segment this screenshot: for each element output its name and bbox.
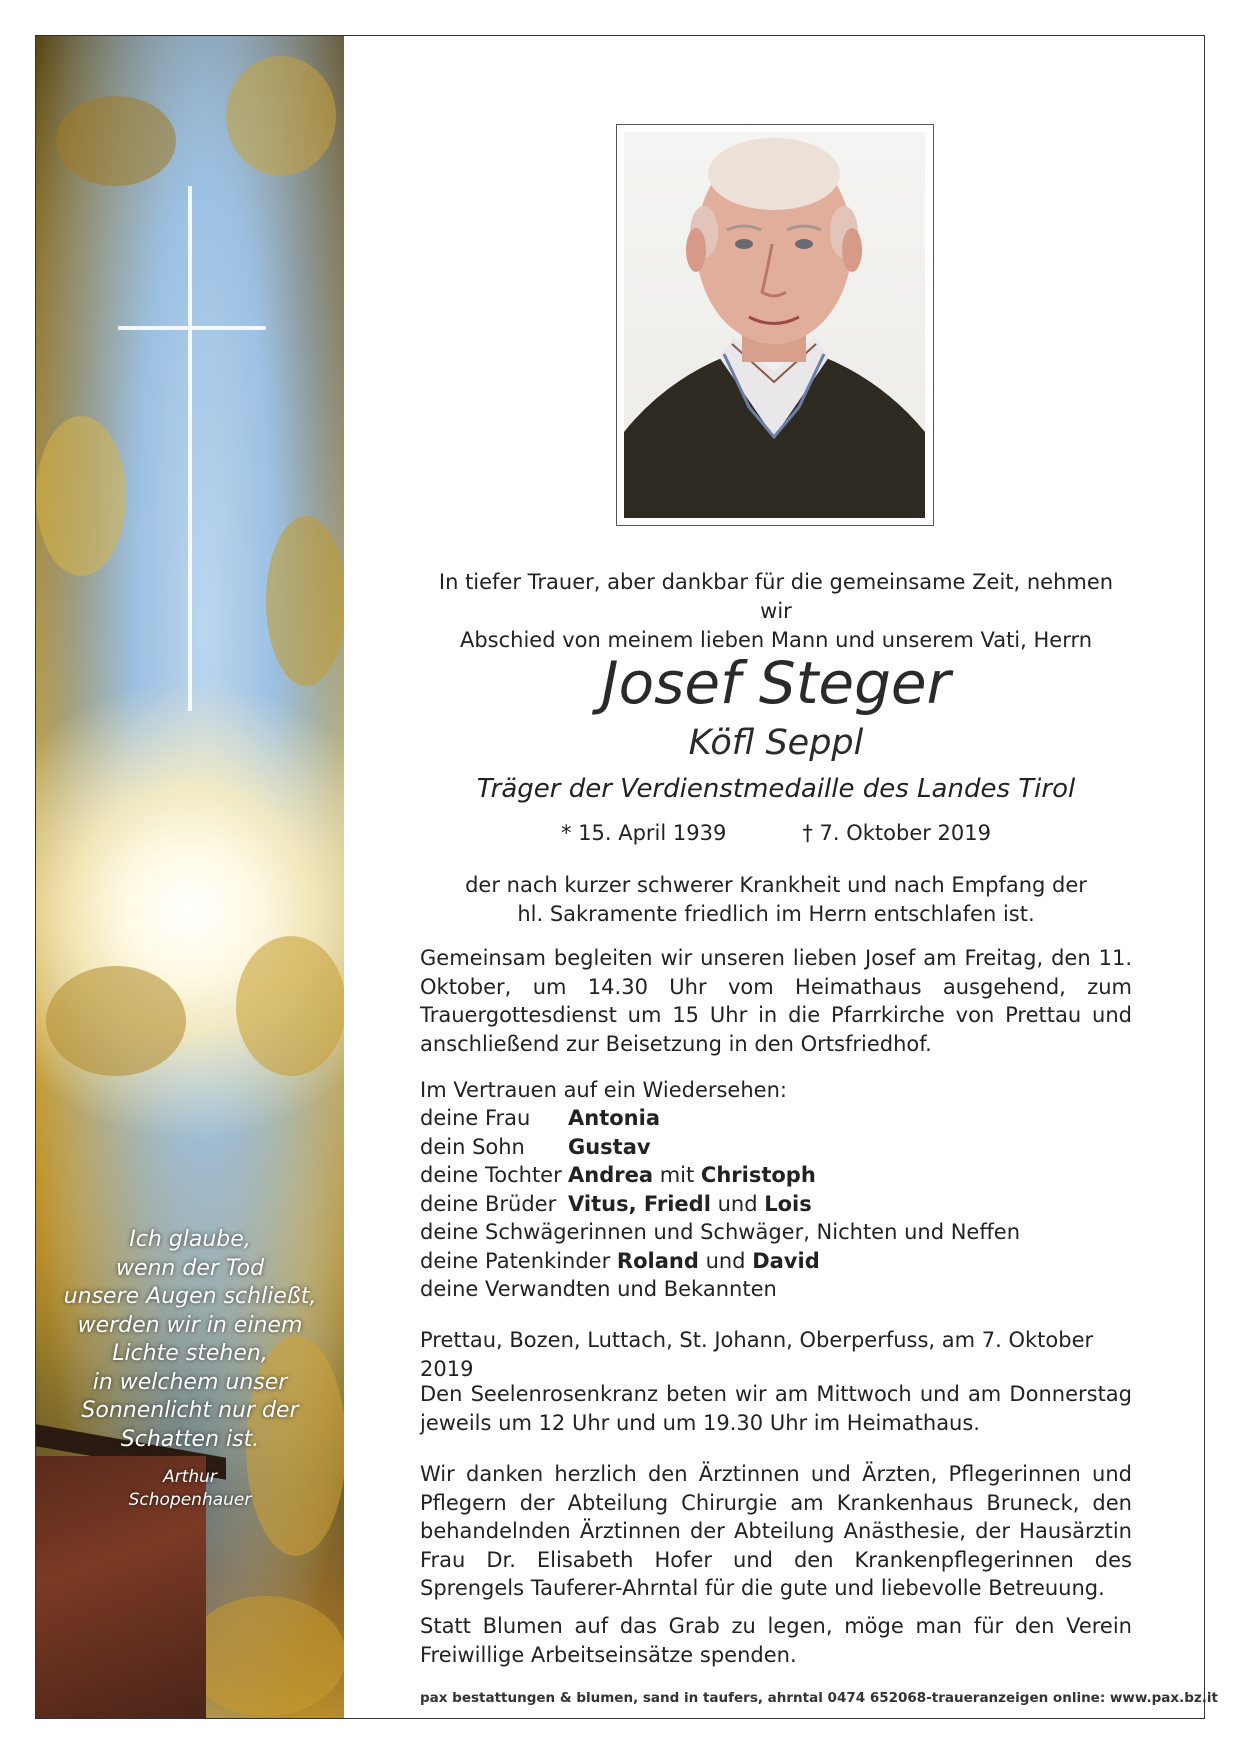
intro-line-2: Abschied von meinem lieben Mann und unserem Vati, Herrn: [459, 628, 1093, 652]
donation-paragraph: Statt Blumen auf das Grab zu legen, möge man für den Verein Freiwillige Arbeitseinsätze spenden.: [420, 1614, 1132, 1667]
relative-label: dein Sohn: [420, 1134, 525, 1159]
quote-line: in welchem unser: [92, 1369, 288, 1395]
relative-label: deine Tochter: [420, 1163, 562, 1187]
rosary-paragraph: Den Seelenrosenkranz beten wir am Mittwoch und am Donnerstag jeweils um 12 Uhr und um 19.30 Uhr im Heimathaus.: [420, 1382, 1132, 1435]
quote: [36, 1226, 344, 1512]
sidebar-autumn-image: [36, 36, 344, 1718]
relative-row: [420, 1133, 1132, 1162]
death-notice: [420, 871, 1132, 929]
quote-line: unsere Augen schließt,: [63, 1284, 317, 1309]
relative-row: [420, 1161, 1132, 1190]
relative-name: Andrea: [568, 1163, 654, 1187]
quote-line: werden wir in einem: [77, 1312, 303, 1338]
relative-name: Christoph: [700, 1163, 816, 1187]
life-dates: [420, 818, 1132, 848]
relative-row: [420, 1190, 1132, 1219]
relative-name: Gustav: [568, 1134, 651, 1159]
connector-text: und: [705, 1248, 746, 1273]
quote-author: [36, 1466, 344, 1512]
quote-line: Schatten ist.: [120, 1426, 260, 1452]
place-date: Prettau, Bozen, Luttach, St. Johann, Oberperfuss, am 7. Oktober 2019: [420, 1328, 1094, 1381]
relative-row: deine Verwandten und Bekannten: [420, 1277, 777, 1301]
connector-text: mit: [659, 1163, 695, 1187]
relative-name: Roland: [616, 1248, 699, 1273]
relative-label: deine Brüder: [420, 1191, 557, 1216]
honor-title: Träger der Verdienstmedaille des Landes Tirol: [476, 774, 1076, 804]
quote-line: Sonnenlicht nur der: [81, 1398, 299, 1423]
quote-line: wenn der Tod: [115, 1255, 265, 1281]
relatives-intro: Im Vertrauen auf ein Wiedersehen:: [420, 1078, 787, 1102]
relative-row: [420, 1104, 1132, 1133]
deceased-nickname: Köfl Seppl: [688, 723, 864, 763]
relative-label: deine Frau: [420, 1106, 531, 1130]
relative-name: Antonia: [568, 1106, 660, 1130]
death-notice-line-2: hl. Sakramente friedlich im Herrn entschlafen ist.: [517, 902, 1035, 926]
portrait-illustration: [624, 132, 925, 518]
relative-name: David: [752, 1248, 820, 1273]
relative-name: Lois: [764, 1191, 812, 1216]
portrait-photo: [624, 132, 925, 518]
connector-text: und: [717, 1191, 758, 1216]
funeral-paragraph: Gemeinsam begleiten wir unseren lieben Josef am Freitag, den 11. Oktober, um 14.30 Uhr vom Heimathaus ausgehend, zum Trauergottesdienst um 15 Uhr in die Pfarrkirche von Prettau und anschließend zur Beisetzung in den Ortsfriedhof.: [420, 946, 1132, 1056]
deceased-name: Josef Steger: [601, 649, 951, 717]
relative-name: Vitus, Friedl: [568, 1191, 711, 1216]
thanks-paragraph: Wir danken herzlich den Ärztinnen und Ärzten, Pflegerinnen und Pflegern der Abteilung Chirurgie am Krankenhaus Bruneck, den behandelnden Ärztinnen der Abteilung Anästhesie, der Hausärztin Frau Dr. Elisabeth Hofer und den Krankenpflegerinnen des Sprengels Tauferer-Ahrntal für die gute und liebevolle Betreuung.: [420, 1462, 1132, 1600]
intro-text: [420, 568, 1132, 655]
cross-icon: [188, 186, 192, 711]
relatives-list: [420, 1104, 1132, 1304]
relative-row: [420, 1247, 1132, 1276]
death-notice-line-1: der nach kurzer schwerer Krankheit und nach Empfang der: [465, 873, 1087, 897]
portrait-frame: [616, 124, 934, 526]
birth-date: * 15. April 1939: [560, 821, 727, 845]
relative-row: deine Schwägerinnen und Schwäger, Nichten und Neffen: [420, 1220, 1021, 1244]
cross-icon-bar: [118, 326, 266, 330]
footer-imprint: pax bestattungen & blumen, sand in taufers, ahrntal 0474 652068-traueranzeigen online: www.pax.bz.it: [420, 1690, 1218, 1706]
death-date: † 7. Oktober 2019: [802, 821, 992, 845]
intro-line-1: In tiefer Trauer, aber dankbar für die gemeinsame Zeit, nehmen wir: [438, 570, 1114, 623]
quote-line: Lichte stehen,: [112, 1341, 268, 1366]
quote-author-last: Schopenhauer: [128, 1490, 252, 1510]
relative-label: deine Patenkinder: [420, 1248, 611, 1273]
quote-author-first: Arthur: [163, 1467, 217, 1487]
quote-line: Ich glaube,: [129, 1227, 251, 1252]
